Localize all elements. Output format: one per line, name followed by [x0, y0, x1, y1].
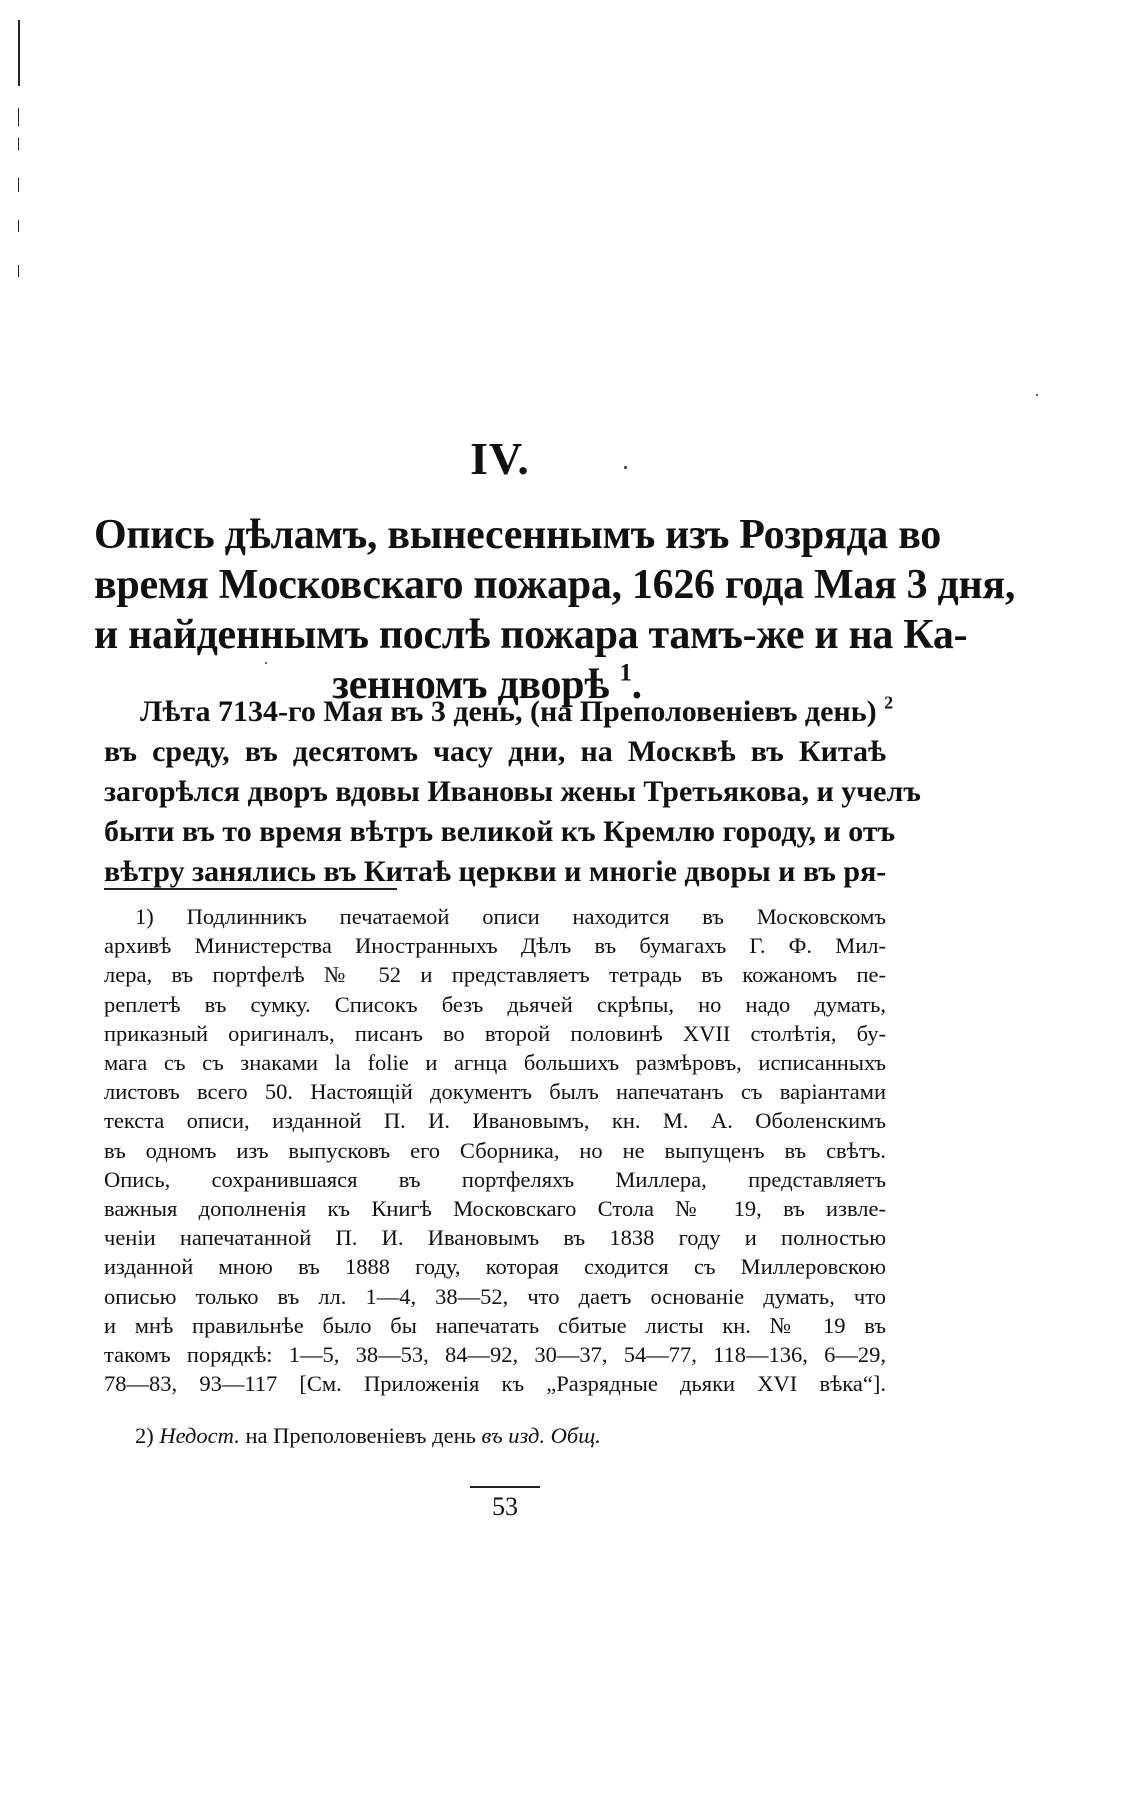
scan-margin-mark — [18, 220, 19, 232]
footnote-abbrev: Недост. — [159, 1423, 240, 1448]
footnote-text: на Преполовеніевъ день — [239, 1423, 482, 1448]
page-number: 53 — [492, 1492, 518, 1521]
body-line: загорѣлся дворъ вдовы Ивановы жены Третьякова, и учелъ — [104, 775, 921, 808]
scan-speck — [1036, 394, 1038, 396]
footnote-marker: 1) — [135, 904, 187, 929]
body-line-text: Лѣта 7134-го Мая въ 3 день, (на Преполовеніевъ день) — [140, 695, 877, 728]
footnote-marker: 2) — [135, 1423, 160, 1448]
title-line: и найденнымъ послѣ пожара тамъ-же и на Ка- — [94, 612, 968, 658]
scan-margin-mark — [18, 138, 19, 150]
footnote-line: и мнѣ правильнѣе было бы напечатать сбитые листы кн. № 19 въ — [104, 1312, 886, 1338]
footnote-line: Опись, сохранившаяся въ портфеляхъ Миллера, представляетъ — [104, 1166, 886, 1192]
scan-margin-mark — [18, 178, 19, 192]
footnote-1 — [104, 902, 886, 1398]
body-line: быти въ то время вѣтръ великой къ Кремлю городу, и отъ — [104, 815, 896, 848]
footnote-ref[interactable]: 2 — [884, 692, 894, 713]
footnote-divider — [104, 888, 397, 890]
footnote-line: текста описи, изданной П. И. Ивановымъ, кн. М. А. Оболенскимъ — [104, 1108, 886, 1134]
footnote-line: 78—83, 93—117 [См. Приложенія къ „Разрядные дьяки XVI вѣка“]. — [104, 1371, 886, 1397]
body-paragraph — [104, 692, 921, 892]
document-title — [94, 510, 1016, 710]
body-line — [104, 692, 894, 732]
footnote-line: такомъ порядкѣ: 1—5, 38—53, 84—92, 30—37, 54—77, 118—136, 6—29, — [104, 1342, 886, 1368]
body-line: въ среду, въ десятомъ часу дни, на Москвѣ въ Китаѣ — [104, 735, 886, 768]
footnote-line: ченіи напечатанной П. И. Ивановымъ въ 1838 году и полностью — [104, 1225, 886, 1251]
body-line: вѣтру занялись въ Китаѣ церкви и многіе дворы и въ ря- — [104, 855, 887, 888]
footnote-ref[interactable]: 1 — [619, 659, 632, 687]
scan-margin-mark — [18, 265, 19, 277]
footnote-line: важныя дополненія къ Книгѣ Московскаго Стола № 19, въ извле- — [104, 1196, 886, 1222]
footnote-source: въ изд. Общ. — [481, 1423, 601, 1448]
footnote-line: реплетѣ въ сумку. Списокъ безъ дьячей скрѣпы, но надо думать, — [104, 991, 886, 1017]
footnote-line: мага съ съ знаками la folie и агнца большихъ размѣровъ, исписанныхъ — [104, 1050, 886, 1076]
footnote-line: архивѣ Министерства Иностранныхъ Дѣлъ въ бумагахъ Г. Ф. Мил- — [104, 933, 886, 959]
title-line: зенномъ дворѣ — [332, 662, 610, 708]
footnote-line: изданной мною въ 1888 году, которая сходится съ Миллеровскою — [104, 1254, 886, 1280]
scan-margin-mark — [18, 20, 20, 86]
chapter-number: IV. — [470, 433, 530, 484]
footnote-line: въ одномъ изъ выпусковъ его Сборника, но не выпущенъ въ свѣтъ. — [104, 1137, 886, 1163]
footnote-line — [104, 902, 886, 931]
title-line: Опись дѣламъ, вынесеннымъ изъ Розряда во — [94, 512, 941, 558]
title-line: время Московскаго пожара, 1626 года Мая 3 дня, — [94, 562, 1016, 608]
footnote-2 — [135, 1423, 601, 1449]
title-period: . — [631, 662, 642, 708]
footnote-line: приказный оригиналъ, писанъ во второй половинѣ XVII столѣтія, бу- — [104, 1020, 886, 1046]
page-number-rule — [470, 1486, 540, 1488]
footnote-line: листовъ всего 50. Настоящій документъ былъ напечатанъ съ варіантами — [104, 1079, 886, 1105]
footnote-line: описью только въ лл. 1—4, 38—52, что даетъ основаніе думать, что — [104, 1283, 886, 1309]
footnote-line: лера, въ портфелѣ № 52 и представляетъ тетрадь въ кожаномъ пе- — [104, 962, 886, 988]
footnote-text: Подлинникъ печатаемой описи находится въ Московскомъ — [186, 904, 887, 929]
scan-margin-mark — [18, 108, 19, 126]
